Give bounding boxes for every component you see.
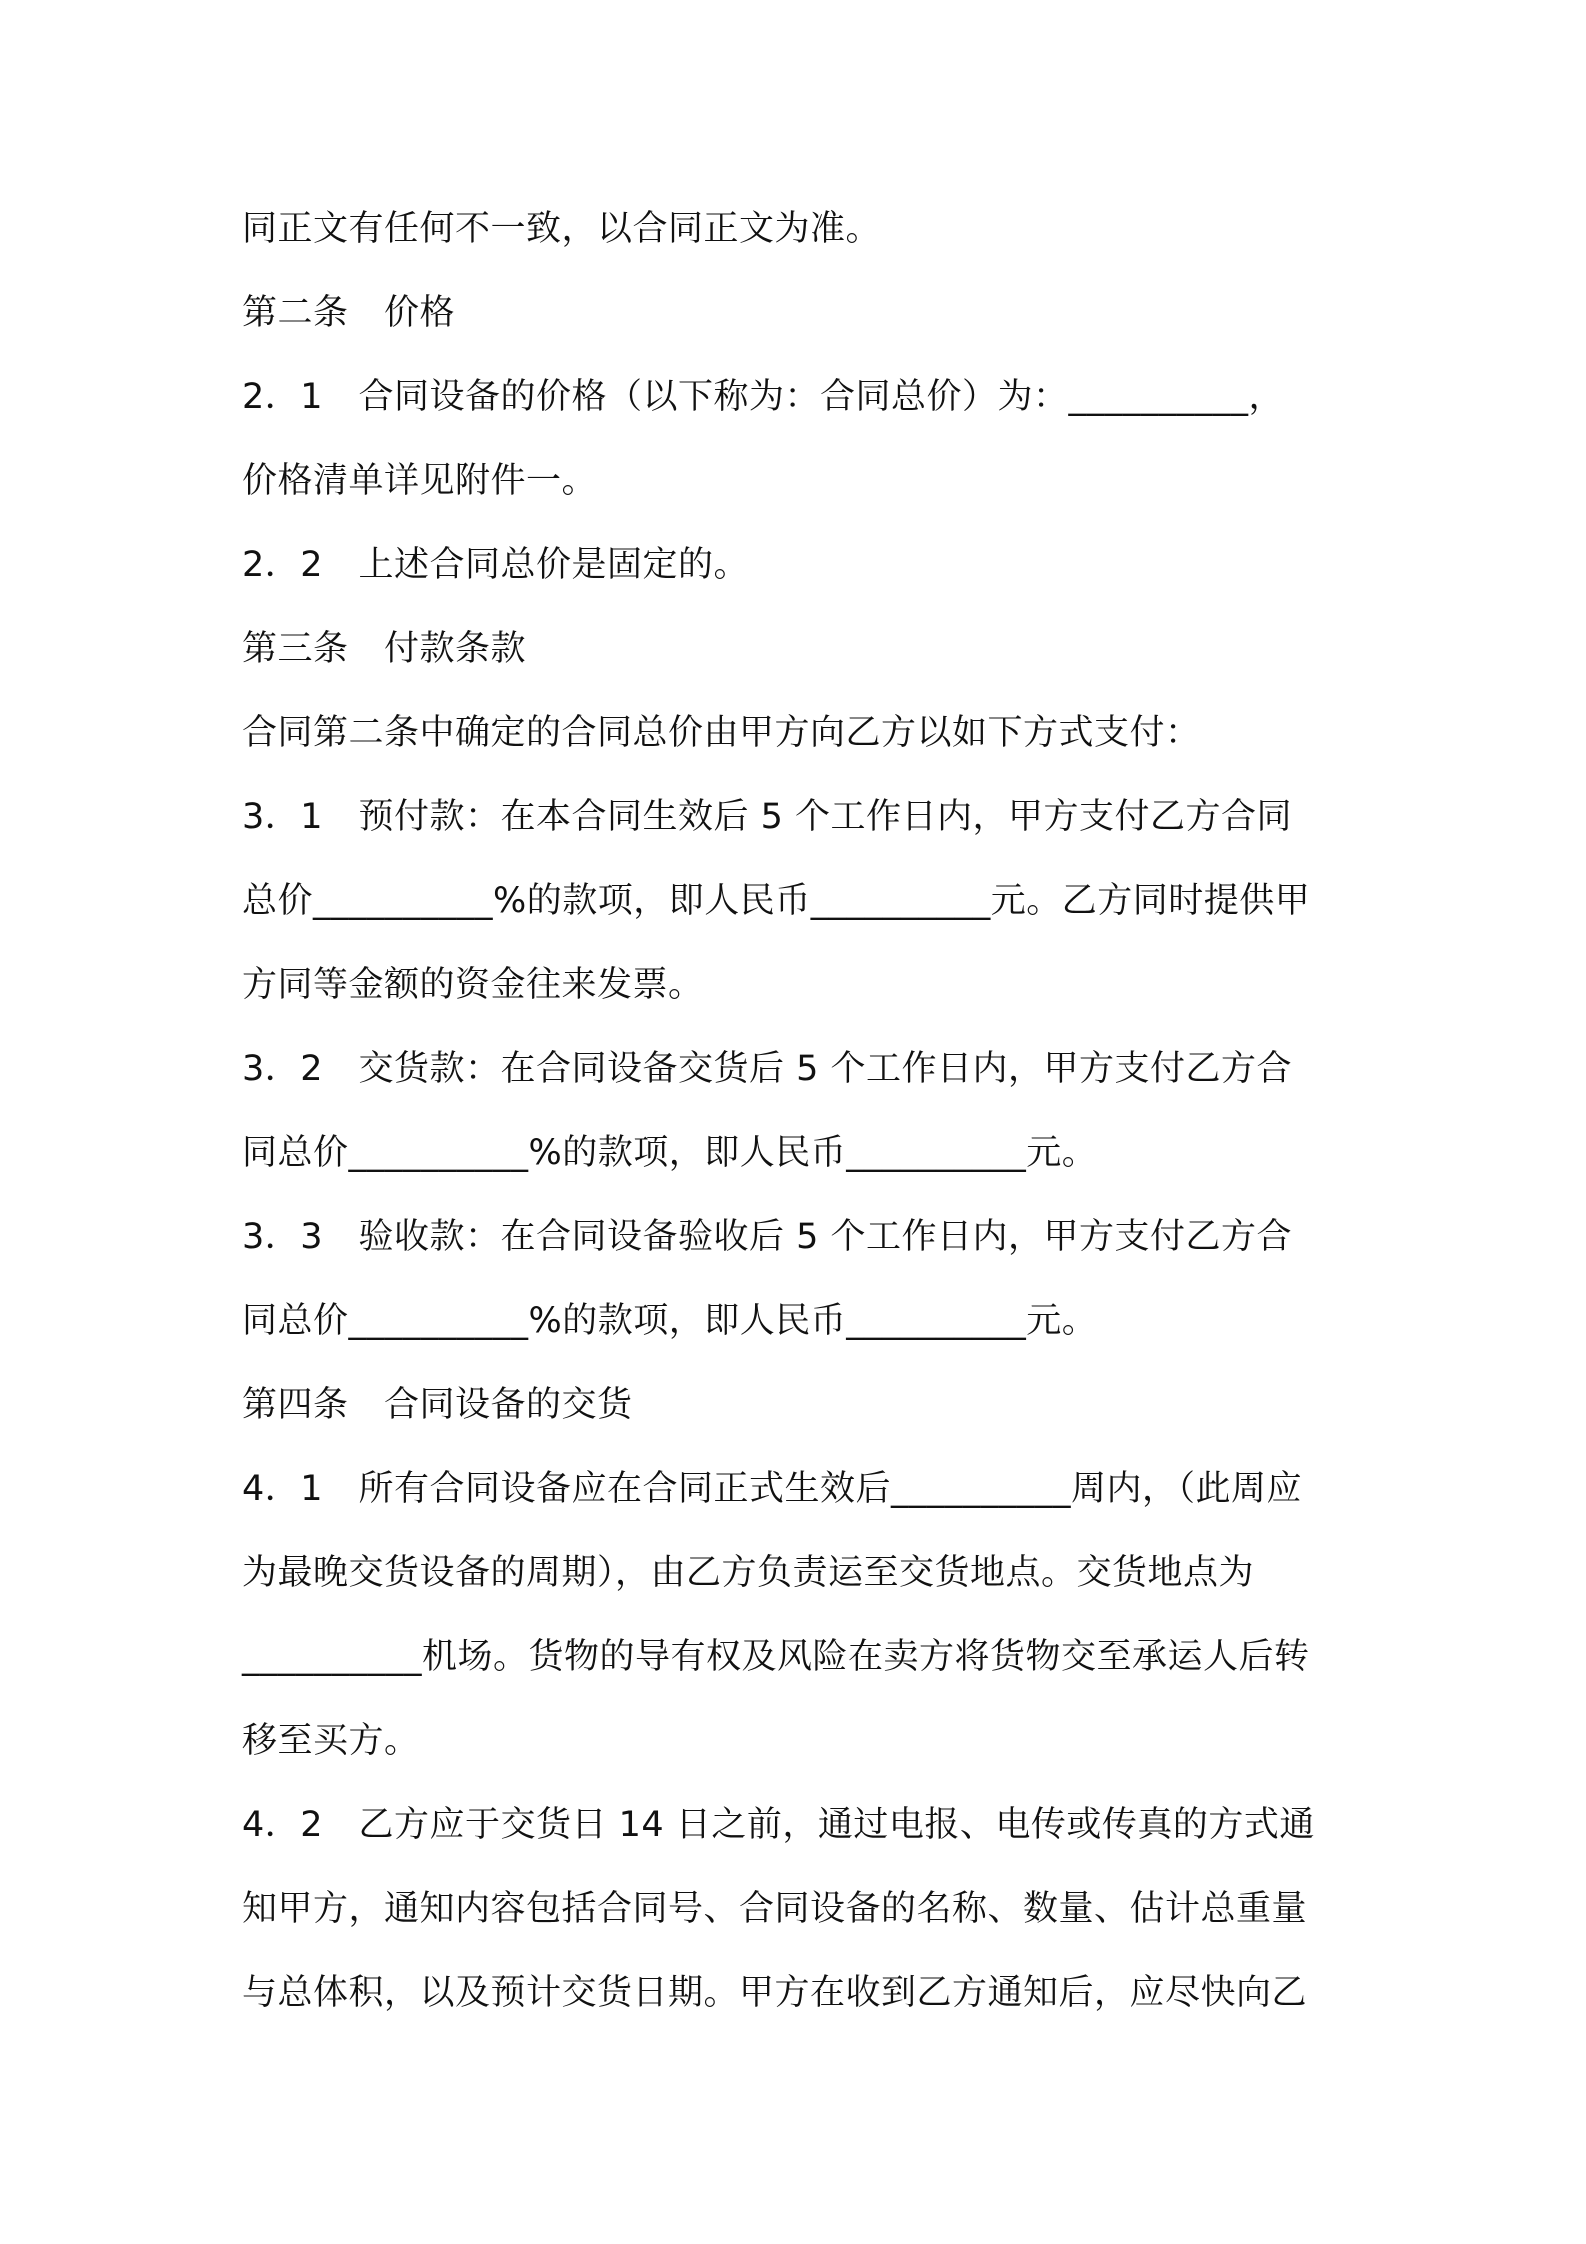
- article-heading: 第四条 合同设备的交货: [242, 1385, 633, 1425]
- clause-line: 3．3 验收款：在合同设备验收后 5 个工作日内，甲方支付乙方合: [242, 1217, 1293, 1257]
- text-line: 与总体积，以及预计交货日期。甲方在收到乙方通知后，应尽快向乙: [242, 1973, 1308, 2013]
- text-line: 总价__________%的款项，即人民币__________元。乙方同时提供甲: [242, 881, 1311, 921]
- text-line: 同正文有任何不一致，以合同正文为准。: [242, 209, 882, 249]
- text-line: 方同等金额的资金往来发票。: [242, 965, 704, 1005]
- clause-line: 3．1 预付款：在本合同生效后 5 个工作日内，甲方支付乙方合同: [242, 797, 1293, 837]
- clause-line: 4．2 乙方应于交货日 14 日之前，通过电报、电传或传真的方式通: [242, 1805, 1315, 1845]
- text-line: 合同第二条中确定的合同总价由甲方向乙方以如下方式支付：: [242, 713, 1201, 753]
- text-line: 为最晚交货设备的周期），由乙方负责运至交货地点。交货地点为: [242, 1553, 1255, 1593]
- text-line: 移至买方。: [242, 1721, 420, 1761]
- article-heading: 第三条 付款条款: [242, 629, 527, 669]
- text-line: 同总价__________%的款项，即人民币__________元。: [242, 1133, 1098, 1173]
- text-line: 同总价__________%的款项，即人民币__________元。: [242, 1301, 1098, 1341]
- text-line: 知甲方，通知内容包括合同号、合同设备的名称、数量、估计总重量: [242, 1889, 1308, 1929]
- article-heading: 第二条 价格: [242, 293, 456, 333]
- clause-line: 3．2 交货款：在合同设备交货后 5 个工作日内，甲方支付乙方合: [242, 1049, 1293, 1089]
- text-line: __________机场。货物的导有权及风险在卖方将货物交至承运人后转: [242, 1637, 1310, 1677]
- clause-line: 2．2 上述合同总价是固定的。: [242, 545, 750, 585]
- clause-line: 4．1 所有合同设备应在合同正式生效后__________周内，（此周应: [242, 1469, 1303, 1509]
- clause-line: 2．1 合同设备的价格（以下称为：合同总价）为：__________，: [242, 377, 1285, 417]
- text-line: 价格清单详见附件一。: [242, 461, 598, 501]
